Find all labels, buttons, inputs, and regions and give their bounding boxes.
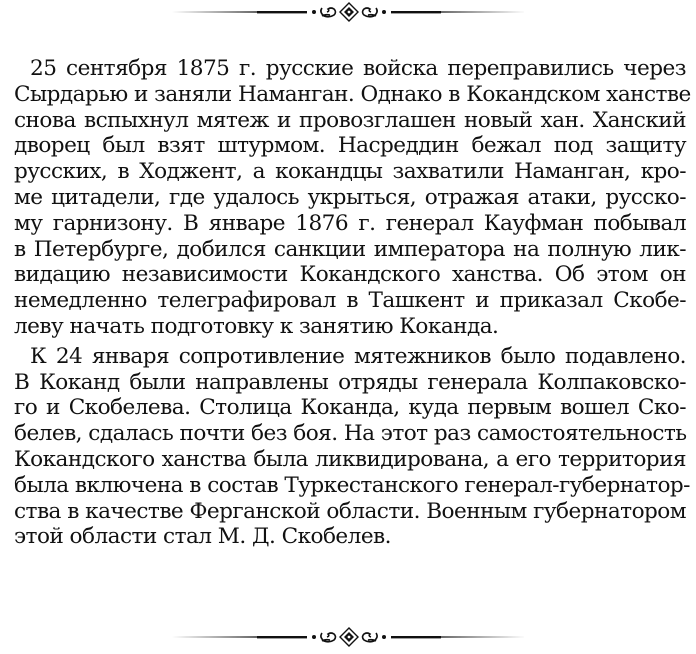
text-line: ме цитадели, где удалось укрыться, отражая атаки, русско- xyxy=(14,184,686,210)
text-line: ства в качестве Ферганской области. Военным губернатором xyxy=(14,498,686,524)
text-line: Сырдарью и заняли Наманган. Однако в Кокандском ханстве xyxy=(14,81,691,107)
text-line: Кокандского ханства была ликвидирована, а его территория xyxy=(14,446,686,472)
document-body xyxy=(14,56,691,550)
text-line: снова вспыхнул мятеж и провозглашен новый хан. Ханский xyxy=(14,107,686,133)
flourish-divider-icon xyxy=(172,626,526,648)
paragraph-2 xyxy=(14,343,690,550)
flourish-divider-icon xyxy=(172,1,526,23)
text-line: го и Скобелева. Столица Коканда, куда первым вошел Ско- xyxy=(14,395,686,421)
text-line: К 24 января сопротивление мятежников было подавлено. xyxy=(30,343,686,369)
text-line: белев, сдалась почти без боя. На этот раз самостоятельность xyxy=(14,421,687,447)
text-line: дворец был взят штурмом. Насреддин бежал под защиту xyxy=(14,133,686,159)
top-ornamental-divider xyxy=(172,1,526,23)
text-line: 25 сентября 1875 г. русские войска переправились через xyxy=(30,56,686,81)
text-line: леву начать подготовку к занятию Коканда. xyxy=(14,313,499,339)
text-line: видацию независимости Кокандского ханства. Об этом он xyxy=(14,262,686,288)
text-line: В Коканд были направлены отряды генерала Колпаковско- xyxy=(14,369,686,395)
text-line: немедленно телеграфировал в Ташкент и приказал Скобе- xyxy=(14,288,686,314)
text-line: русских, в Ходжент, а кокандцы захватили Наманган, кро- xyxy=(14,159,686,185)
paragraph-1 xyxy=(14,56,691,340)
text-line: в Петербурге, добился санкции императора на полную лик- xyxy=(14,236,686,262)
text-line: была включена в состав Туркестанского генерал-губернатор- xyxy=(14,472,690,498)
bottom-ornamental-divider xyxy=(172,626,526,648)
text-line: му гарнизону. В январе 1876 г. генерал Кауфман побывал xyxy=(14,210,686,236)
text-line: этой области стал М. Д. Скобелев. xyxy=(14,524,391,550)
